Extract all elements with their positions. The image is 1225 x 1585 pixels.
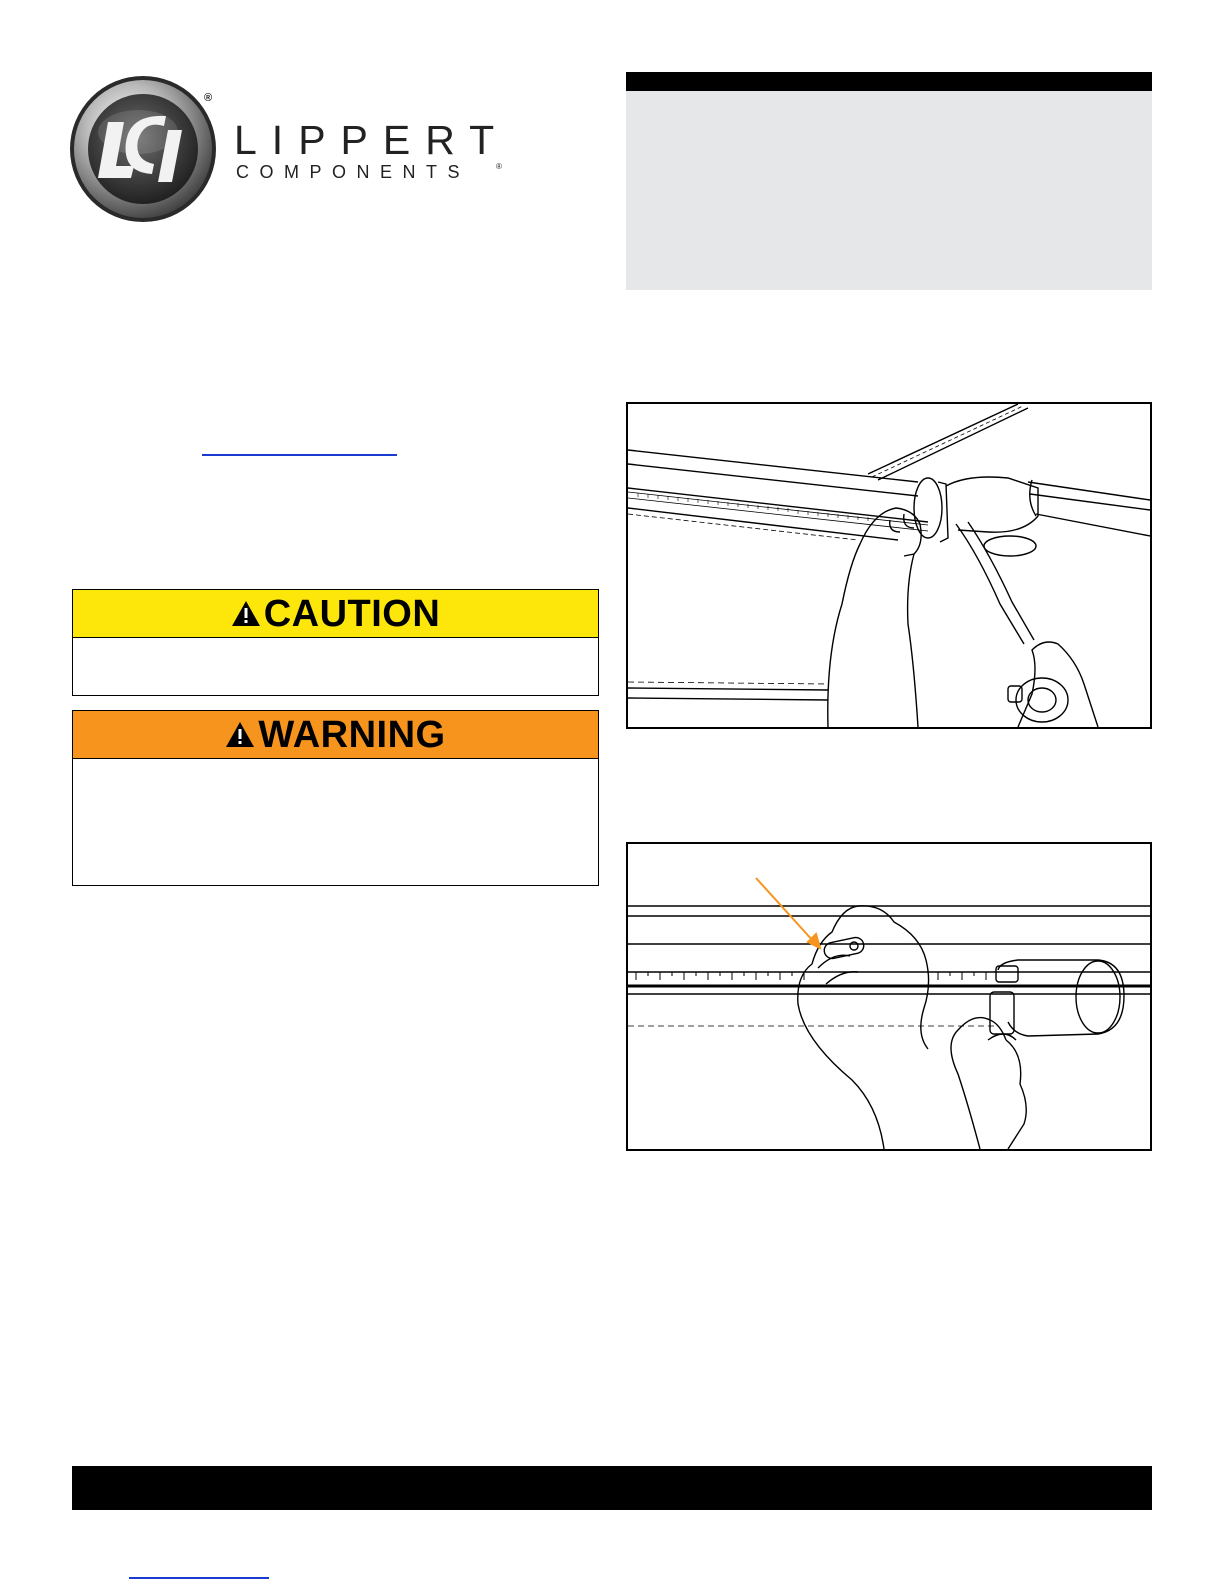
caution-notice	[72, 589, 599, 696]
warning-triangle-icon	[225, 721, 255, 748]
footer-bar	[72, 1466, 1152, 1510]
figure-measure-roller	[626, 402, 1152, 729]
caution-title: CAUTION	[263, 592, 441, 635]
registered-mark: ®	[204, 92, 213, 104]
tape-measure-on-awning-roller-illustration	[628, 404, 1150, 727]
lippert-logo	[68, 74, 508, 224]
caution-header	[73, 590, 598, 638]
warning-header	[73, 711, 598, 759]
brand-name-lippert: LIPPERT	[234, 117, 510, 163]
info-box	[626, 72, 1152, 290]
hyperlink-underline[interactable]	[202, 454, 397, 456]
footer-hyperlink-underline[interactable]	[129, 1577, 269, 1579]
marking-pencil-on-awning-rail-illustration	[628, 844, 1150, 1149]
warning-title: WARNING	[258, 713, 446, 756]
registered-mark-small: ®	[496, 162, 502, 171]
brand-name-components: COMPONENTS	[236, 162, 471, 182]
info-box-header-bar	[626, 72, 1152, 91]
warning-notice	[72, 710, 599, 886]
warning-triangle-icon	[231, 600, 261, 627]
figure-mark-rail	[626, 842, 1152, 1151]
lci-emblem-icon	[68, 74, 218, 224]
